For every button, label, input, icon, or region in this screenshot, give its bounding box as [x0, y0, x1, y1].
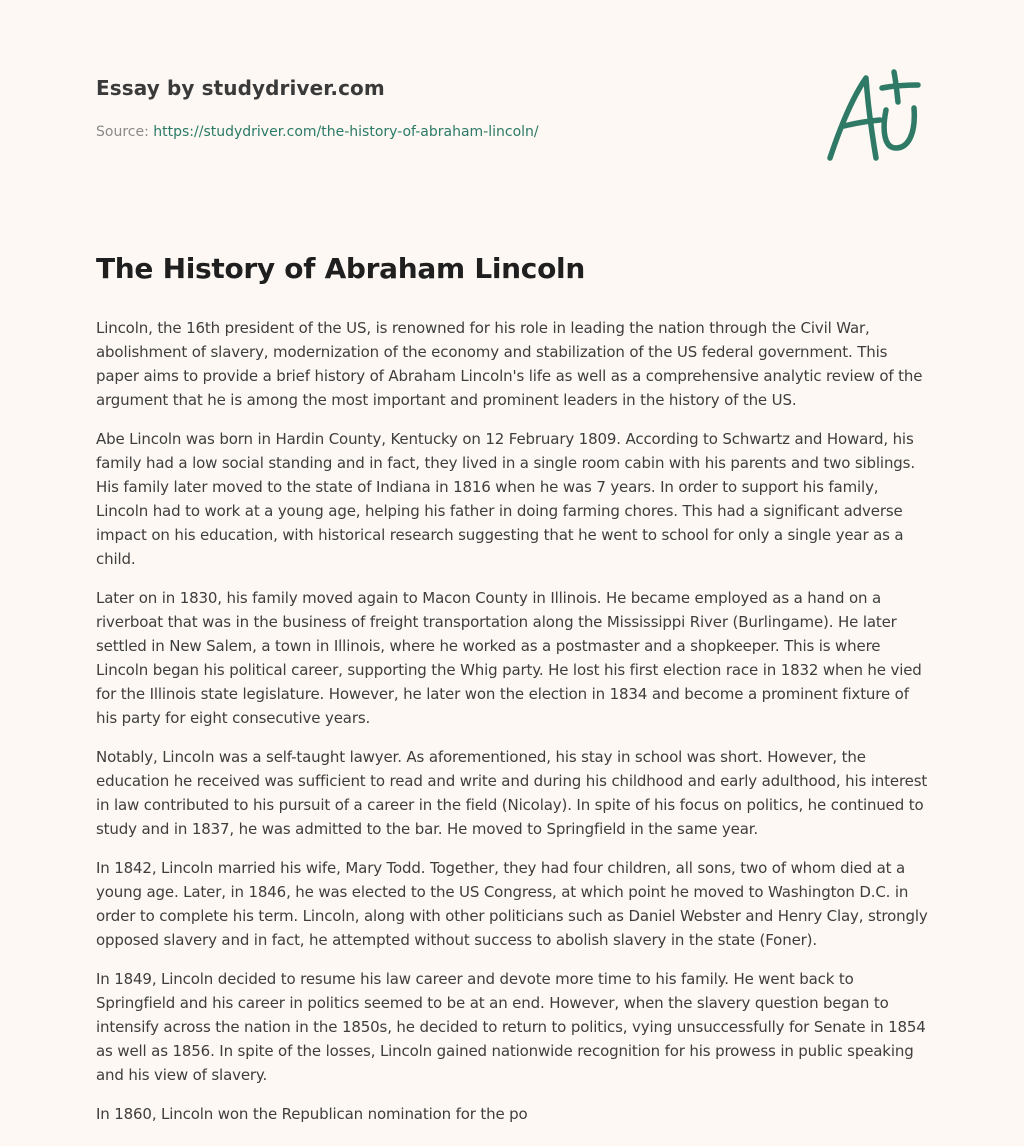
paragraph: Abe Lincoln was born in Hardin County, Kentucky on 12 February 1809. According to Schwartz and Howard, his family had a low social standing and in fact, they lived in a single room cabin with his parents and two siblings. His family later moved to the state of Indiana in 1816 when he was 7 years. In order to support his family, Lincoln had to work at a young age, helping his father in doing farming chores. This had a significant adverse impact on his education, with historical research suggesting that he went to school for only a single year as a child.	[96, 430, 915, 568]
source-link[interactable]: https://studydriver.com/the-history-of-abraham-lincoln/	[153, 124, 539, 140]
source-line	[96, 124, 539, 140]
paragraph: Later on in 1830, his family moved again to Macon County in Illinois. He became employed as a hand on a riverboat that was in the business of freight transportation along the Mississippi River (Burlingame). He later settled in New Salem, a town in Illinois, where he worked as a postmaster and a shopkeeper. This is where Lincoln began his political career, supporting the Whig party. He lost his first election race in 1832 when he vied for the Illinois state legislature. However, he later won the election in 1834 and become a prominent fixture of his party for eight consecutive years.	[96, 589, 922, 727]
paragraph: Lincoln, the 16th president of the US, is renowned for his role in leading the nation through the Civil War, abolishment of slavery, modernization of the economy and stabilization of the US federal government. This paper aims to provide a brief history of Abraham Lincoln's life as well as a comprehensive analytic review of the argument that he is among the most important and prominent leaders in the history of the US.	[96, 319, 923, 409]
paragraph: In 1842, Lincoln married his wife, Mary Todd. Together, they had four children, all sons, two of whom died at a young age. Later, in 1846, he was elected to the US Congress, at which point he moved to Washington D.C. in order to complete his term. Lincoln, along with other politicians such as Daniel Webster and Henry Clay, strongly opposed slavery and in fact, he attempted without success to abolish slavery in the state (Foner).	[96, 859, 928, 949]
a-plus-logo-icon	[822, 68, 926, 164]
paragraph: In 1849, Lincoln decided to resume his law career and devote more time to his family. He went back to Springfield and his career in politics seemed to be at an end. However, when the slavery question began to intensify across the nation in the 1850s, he decided to return to politics, vying unsuccessfully for Senate in 1854 as well as 1856. In spite of the losses, Lincoln gained nationwide recognition for his prowess in public speaking and his view of slavery.	[96, 970, 926, 1084]
paragraph: Notably, Lincoln was a self-taught lawyer. As aforementioned, his stay in school was short. However, the education he received was sufficient to read and write and during his childhood and early adulthood, his interest in law contributed to his pursuit of a career in the field (Nicolay). In spite of his focus on politics, he continued to study and in 1837, he was admitted to the bar. He moved to Springfield in the same year.	[96, 748, 928, 838]
source-label: Source:	[96, 124, 154, 140]
essay-title: The History of Abraham Lincoln	[96, 252, 585, 285]
paragraph: In 1860, Lincoln won the Republican nomination for the po	[96, 1105, 528, 1123]
site-brand: Essay by studydriver.com	[96, 76, 385, 100]
essay-body	[96, 316, 932, 1141]
